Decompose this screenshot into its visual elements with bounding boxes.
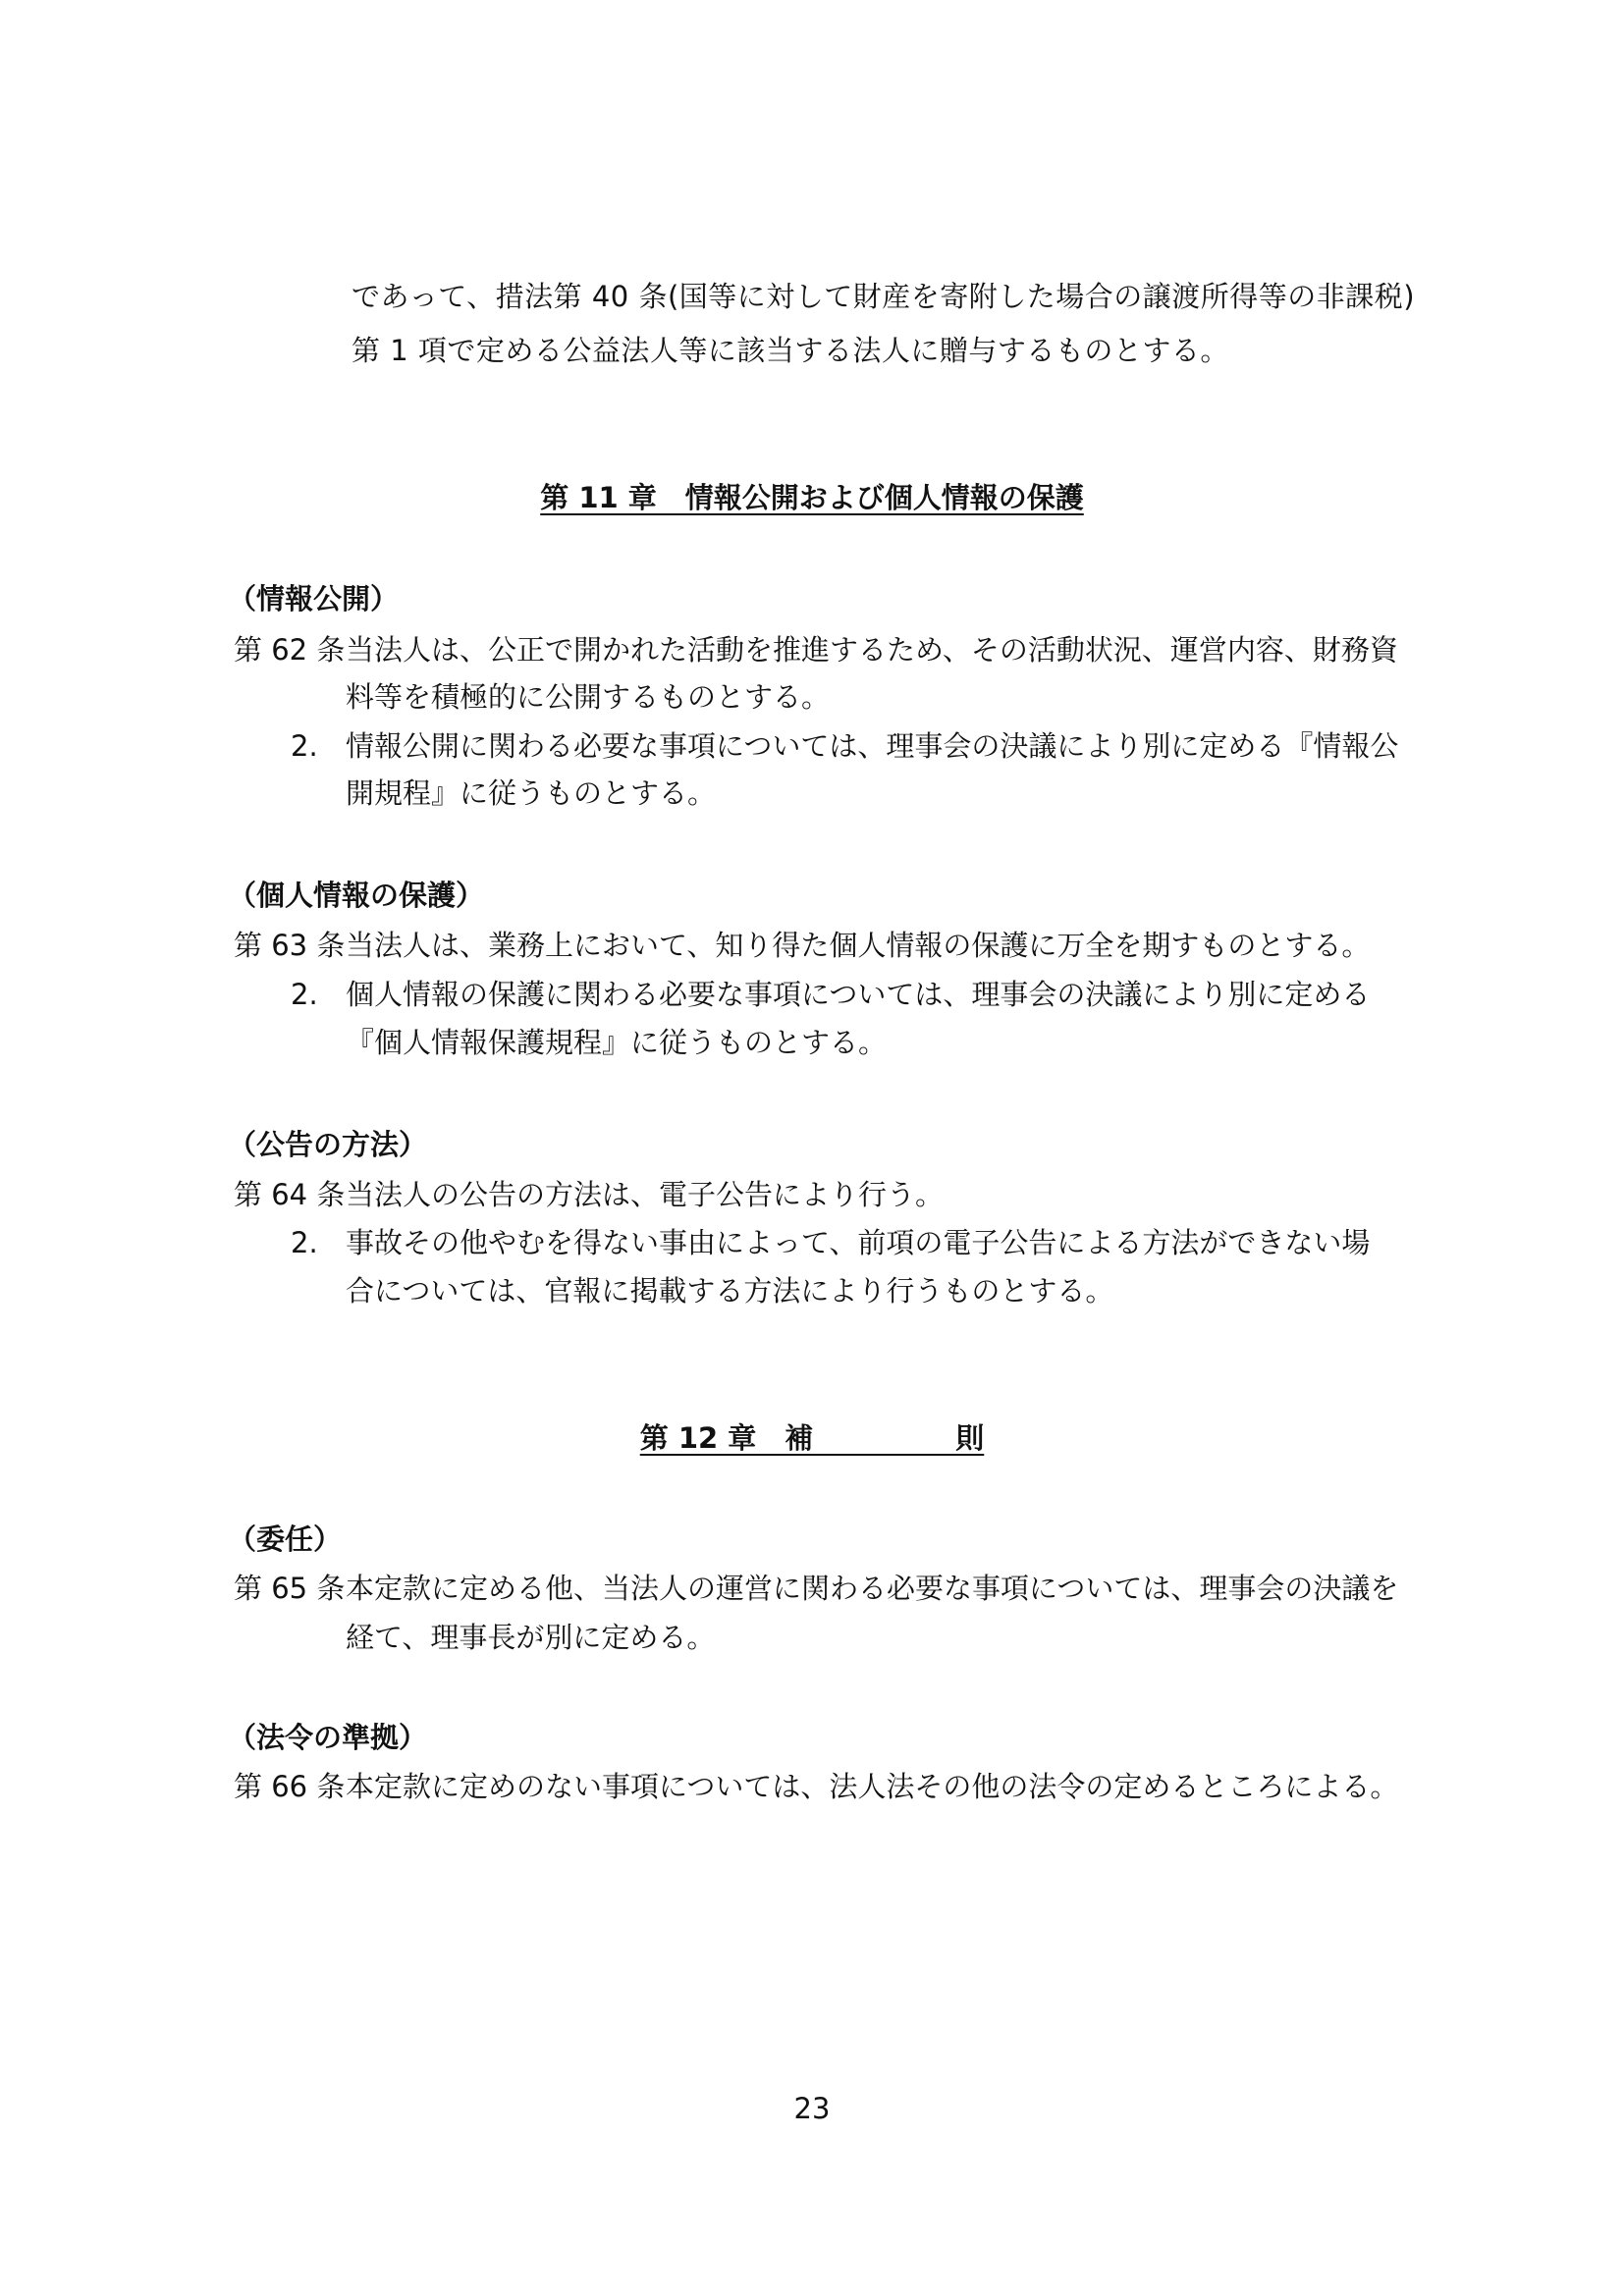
- article-65-text-2: 経て、理事長が別に定める。: [346, 1621, 716, 1654]
- article-63-number: 第 63 条: [234, 929, 346, 962]
- page-number: 23: [793, 2092, 831, 2125]
- section-title-personal-information: （個人情報の保護）: [228, 879, 485, 912]
- article-63-item-2-number: 2.: [291, 978, 318, 1011]
- article-65-text-1: 本定款に定める他、当法人の運営に関わる必要な事項については、理事会の決議を: [346, 1572, 1399, 1605]
- article-63-item-2-text-1: 個人情報の保護に関わる必要な事項については、理事会の決議により別に定める: [346, 978, 1371, 1011]
- section-title-public-notice: （公告の方法）: [228, 1128, 428, 1161]
- article-64-item-2-text-2: 合については、官報に掲載する方法により行うものとする。: [346, 1274, 1114, 1308]
- article-64-number: 第 64 条: [234, 1178, 346, 1211]
- chapter-11-title: 第 11 章 情報公開および個人情報の保護: [540, 481, 1084, 514]
- section-title-information-disclosure: （情報公開）: [228, 582, 400, 615]
- chapter-12-heading: [0, 1418, 1624, 1458]
- intro-line-1: であって、措法第 40 条(国等に対して財産を寄附した場合の譲渡所得等の非課税): [352, 280, 1416, 313]
- article-62-item-2-number: 2.: [291, 729, 318, 763]
- section-title-compliance: （法令の準拠）: [228, 1721, 428, 1754]
- article-63-item-2-text-2: 『個人情報保護規程』に従うものとする。: [346, 1026, 888, 1059]
- article-63-text-1: 当法人は、業務上において、知り得た個人情報の保護に万全を期すものとする。: [346, 929, 1371, 962]
- article-62-text-1: 当法人は、公正で開かれた活動を推進するため、その活動状況、運営内容、財務資: [346, 633, 1398, 667]
- article-62-number: 第 62 条: [234, 633, 346, 667]
- intro-line-2: 第 1 項で定める公益法人等に該当する法人に贈与するものとする。: [352, 334, 1229, 367]
- article-62-item-2-text-2: 開規程』に従うものとする。: [346, 776, 717, 810]
- article-64-text-1: 当法人の公告の方法は、電子公告により行う。: [346, 1178, 945, 1211]
- chapter-12-title: 第 12 章 補 則: [639, 1421, 985, 1455]
- article-64-item-2-number: 2.: [291, 1226, 318, 1259]
- article-64-item-2-text-1: 事故その他やむを得ない事由によって、前項の電子公告による方法ができない場: [346, 1226, 1371, 1259]
- chapter-11-heading: [0, 478, 1624, 517]
- section-title-delegation: （委任）: [228, 1522, 343, 1556]
- article-66-text-1: 本定款に定めのない事項については、法人法その他の法令の定めるところによる。: [346, 1770, 1399, 1803]
- article-66-number: 第 66 条: [234, 1770, 346, 1803]
- article-62-item-2-text-1: 情報公開に関わる必要な事項については、理事会の決議により別に定める『情報公: [346, 729, 1399, 763]
- article-62-text-2: 料等を積極的に公開するものとする。: [346, 680, 831, 714]
- article-65-number: 第 65 条: [234, 1572, 346, 1605]
